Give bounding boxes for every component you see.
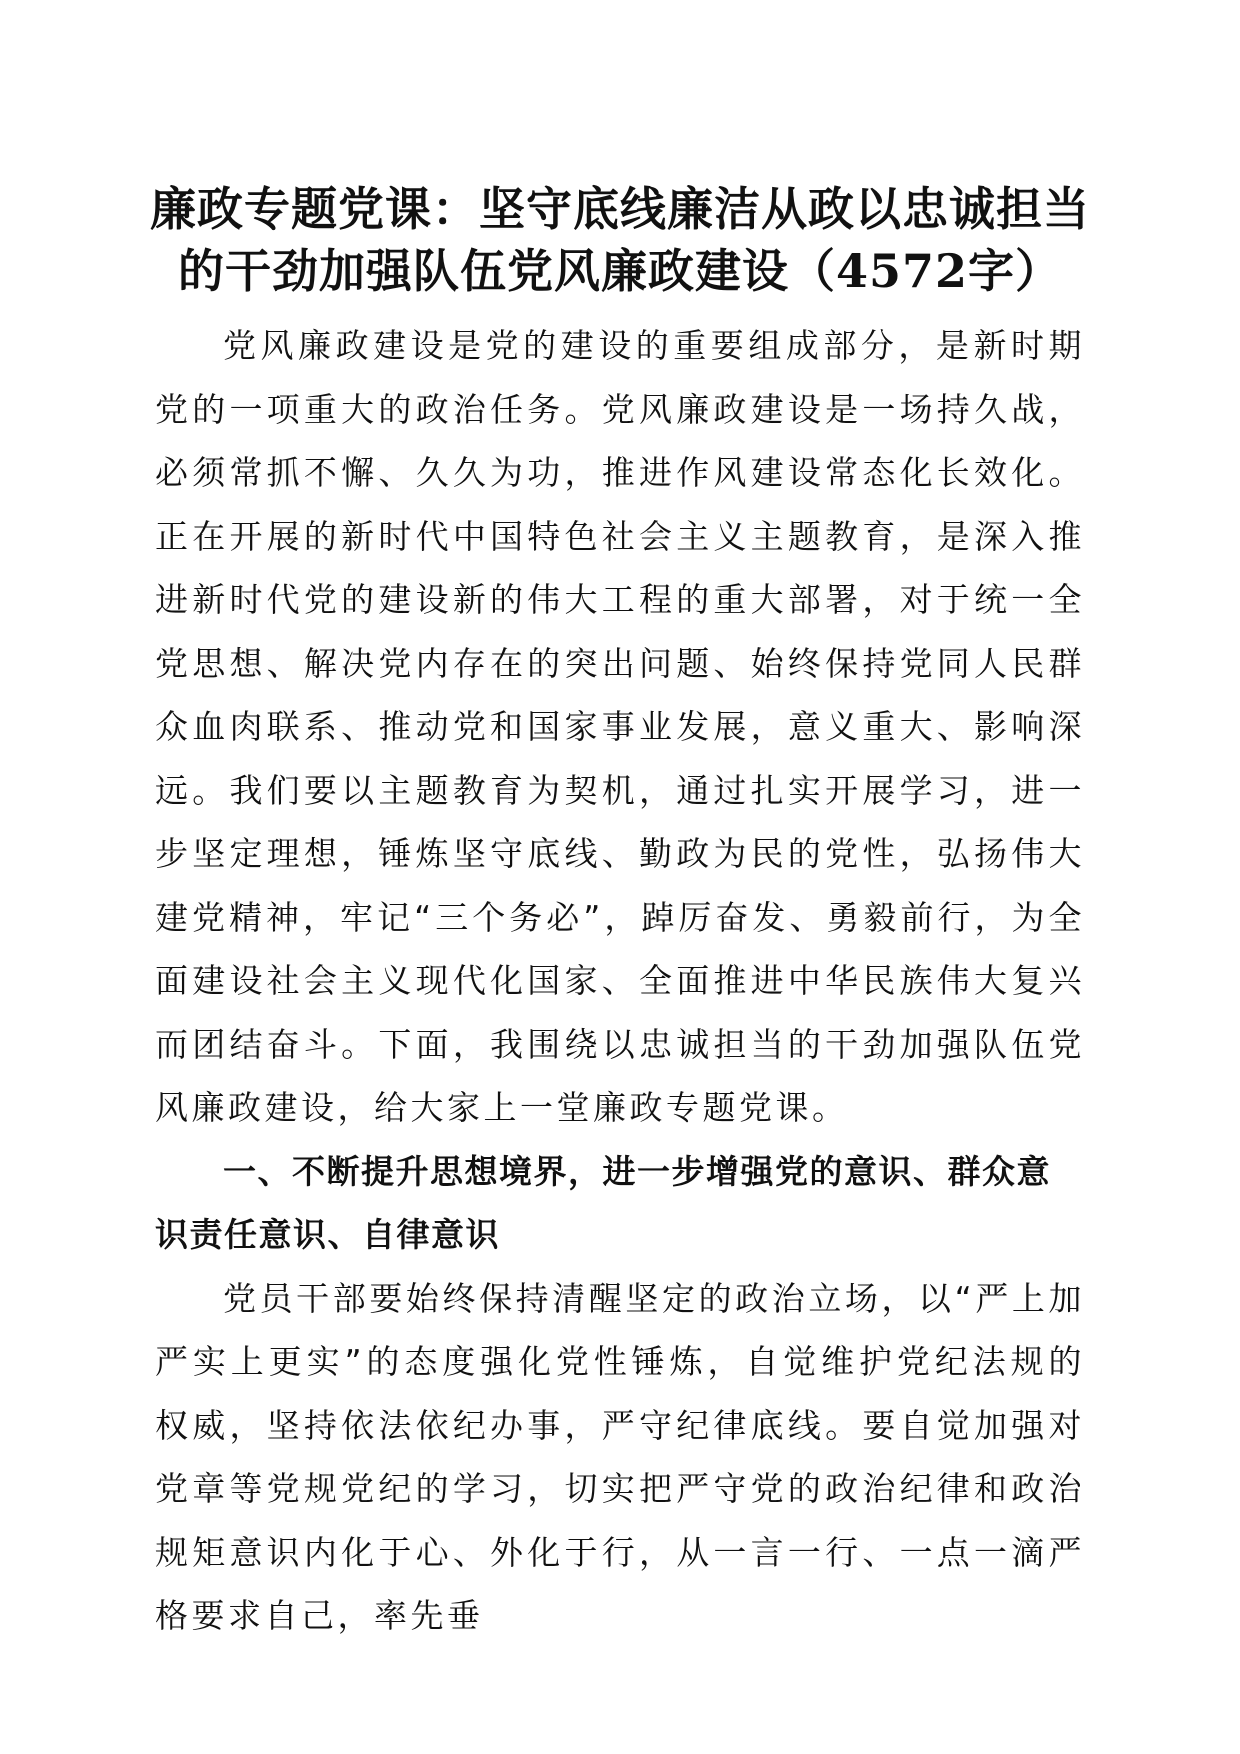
section-heading-1: 一、不断提升思想境界，进一步增强党的意识、群众意识责任意识、自律意识 — [155, 1151, 1051, 1254]
title-line-2: 的干劲加强队伍党风廉政建设（4572字） — [177, 244, 1063, 298]
paragraph-section-1: 党员干部要始终保持清醒坚定的政治立场，以“严上加严实上更实”的态度强化党性锤炼，自觉维护党纪法规的权威，坚持依法依纪办事，严守纪律底线。要自觉加强对党章等党规党纪的学习，切实把严守党的政治纪律和政治规矩意识内化于心、外化于行，从一言一行、一点一滴严格要求自己，率先垂 — [155, 1278, 1085, 1635]
title-line-1: 廉政专题党课：坚守底线廉洁从政以忠诚担当 — [150, 182, 1090, 236]
document-title — [150, 178, 1090, 302]
document-body — [155, 314, 1085, 1648]
paragraph-intro: 党风廉政建设是党的建设的重要组成部分，是新时期党的一项重大的政治任务。党风廉政建设是一场持久战，必须常抓不懈、久久为功，推进作风建设常态化长效化。正在开展的新时代中国特色社会主义主题教育，是深入推进新时代党的建设新的伟大工程的重大部署，对于统一全党思想、解决党内存在的突出问题、始终保持党同人民群众血肉联系、推动党和国家事业发展，意义重大、影响深远。我们要以主题教育为契机，通过扎实开展学习，进一步坚定理想，锤炼坚守底线、勤政为民的党性，弘扬伟大建党精神，牢记“三个务必”，踔厉奋发、勇毅前行，为全面建设社会主义现代化国家、全面推进中华民族伟大复兴而团结奋斗。下面，我围绕以忠诚担当的干劲加强队伍党风廉政建设，给大家上一堂廉政专题党课。 — [155, 326, 1085, 1127]
